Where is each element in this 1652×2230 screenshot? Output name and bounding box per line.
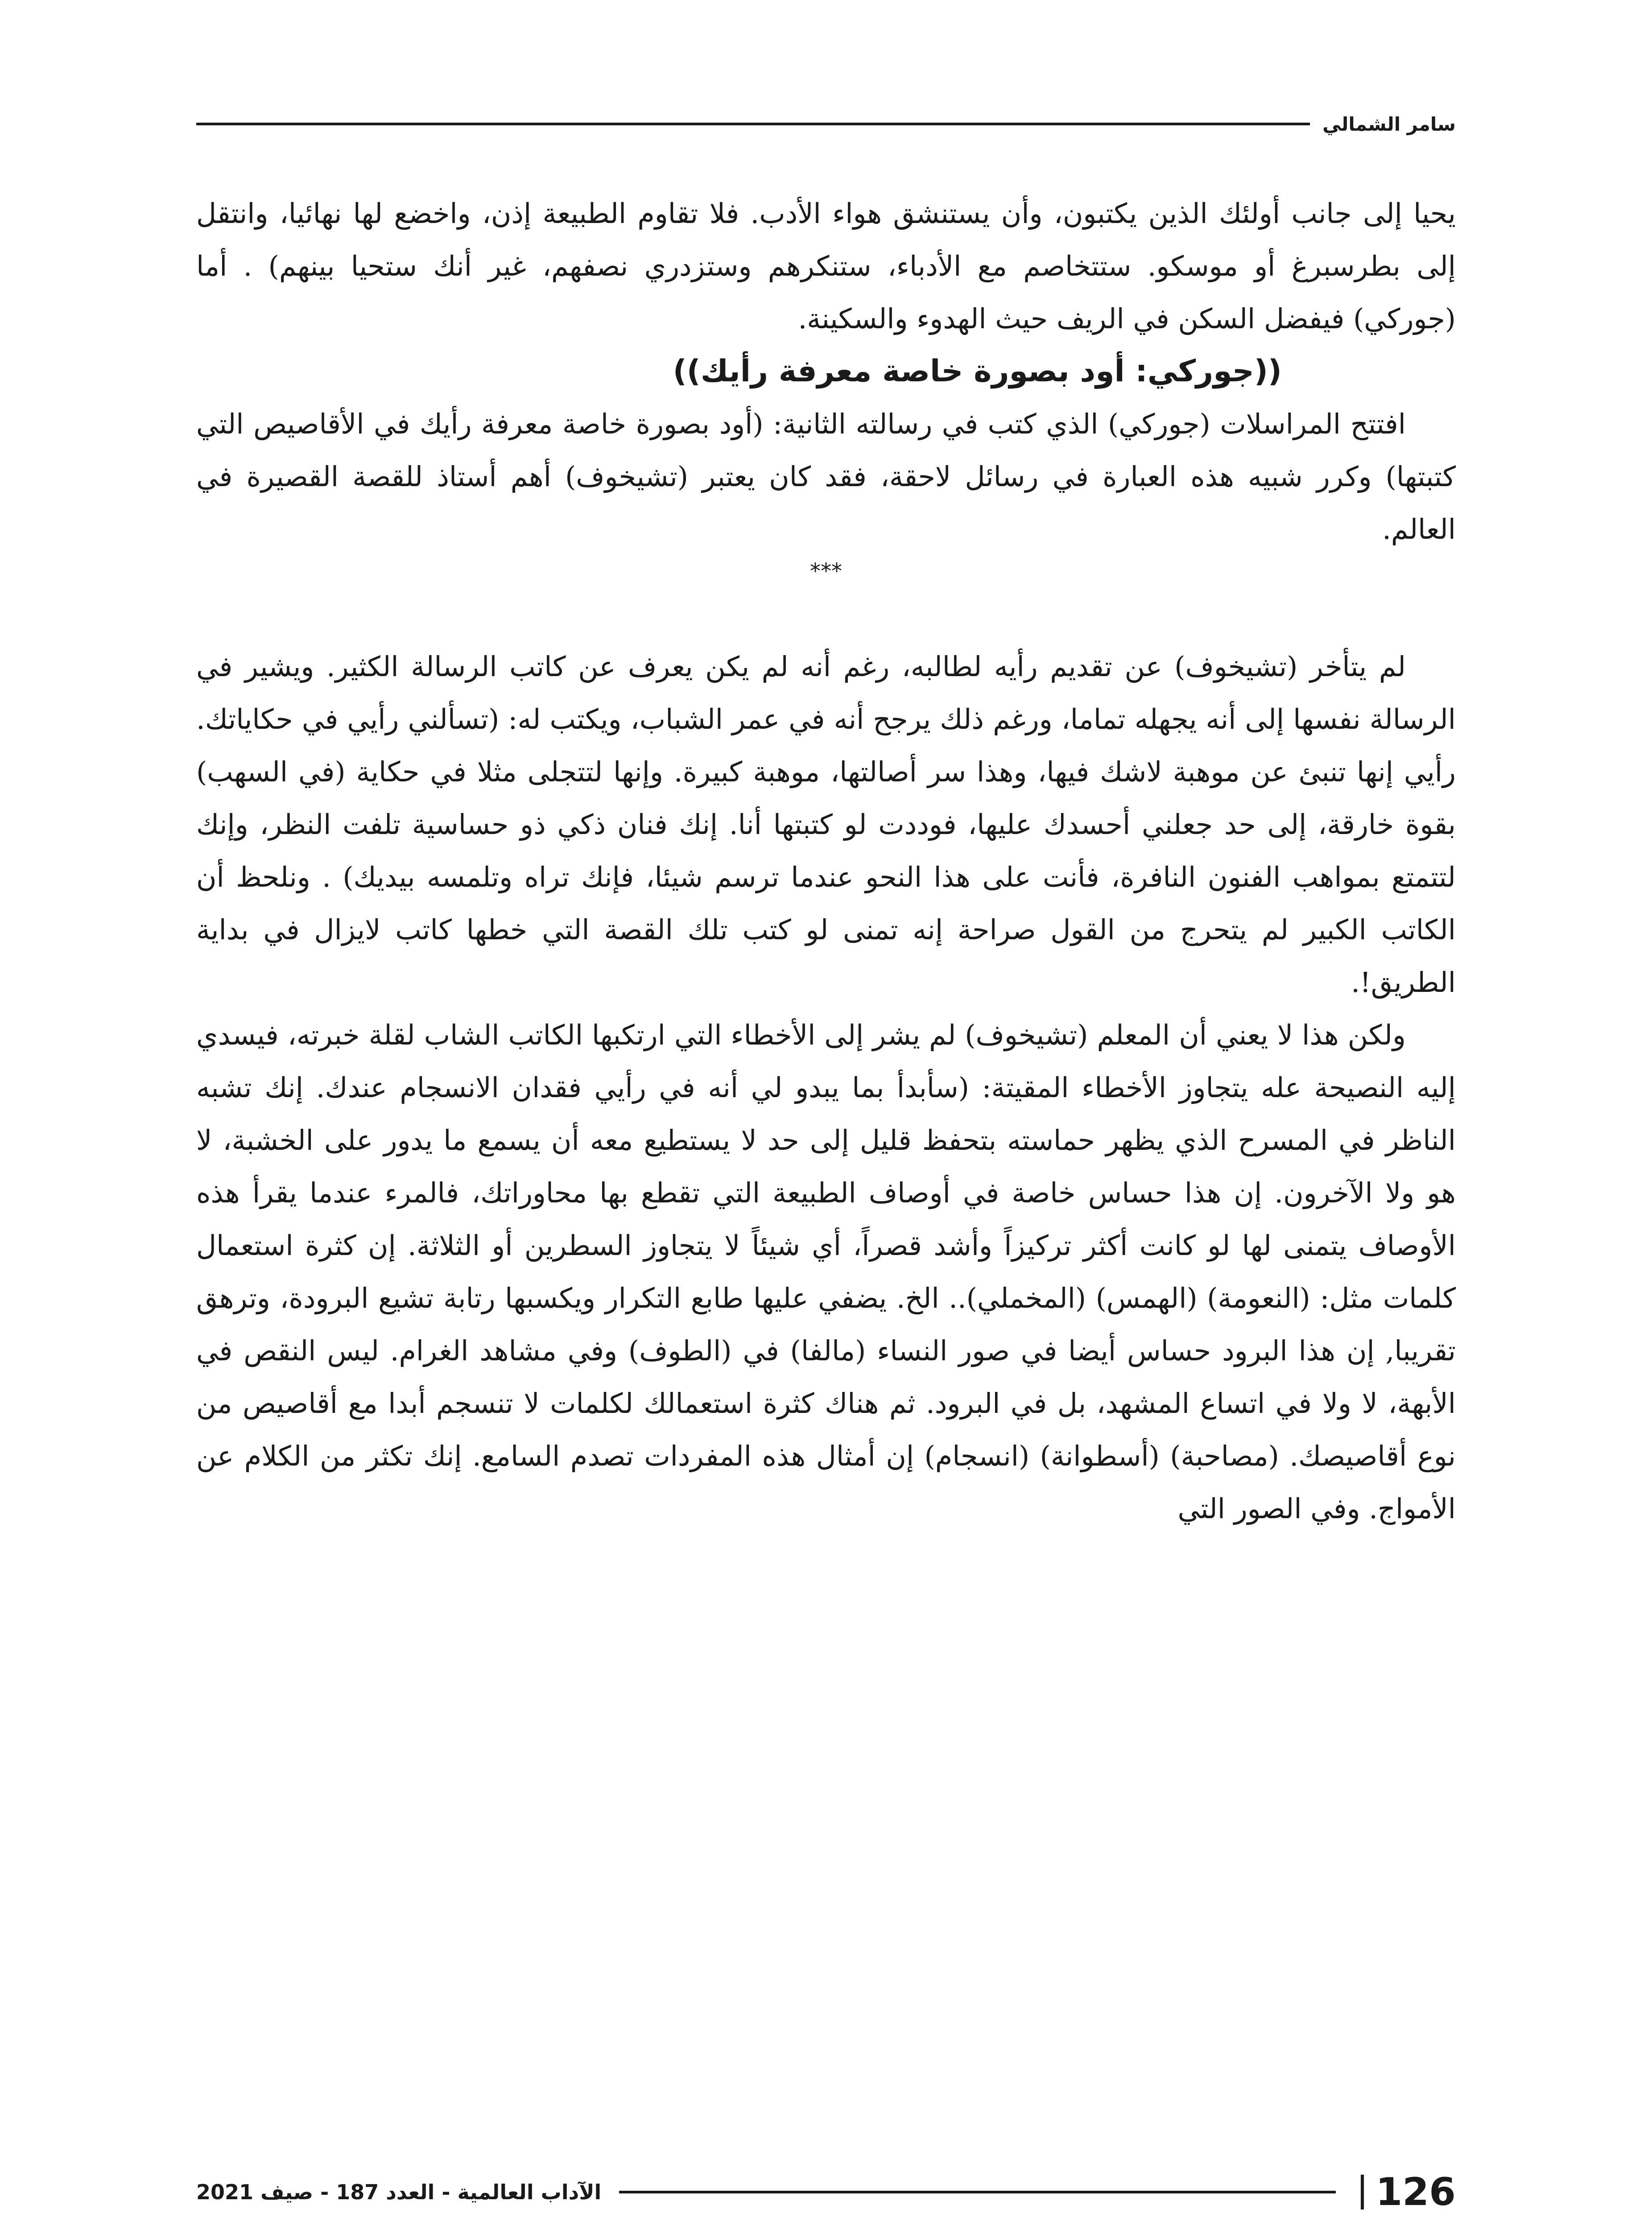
- article-body: [196, 187, 1456, 2159]
- running-header-author: سامر الشمالي: [1322, 113, 1456, 135]
- paragraph-1: يحيا إلى جانب أولئك الذين يكتبون، وأن يستنشق هواء الأدب. فلا تقاوم الطبيعة إذن، واخضع لها نهائيا، وانتقل إلى بطرسبرغ أو موسكو. ستتخاصم مع الأدباء، ستنكرهم وستزدري نصفهم، غير أنك ستحيا بينهم) . أما (جوركي) فيفضل السكن في الريف حيث الهدوء والسكينة.: [196, 197, 1456, 335]
- section-heading: ((جوركي: أود بصورة خاصة معرفة رأيك)): [673, 354, 1282, 389]
- section-separator: ***: [810, 559, 842, 584]
- journal-issue-info: الآداب العالمية - العدد 187 - صيف 2021: [196, 2180, 602, 2204]
- page-number: 126: [1375, 2170, 1456, 2214]
- page-footer: [196, 2168, 1456, 2217]
- header-rule: [196, 123, 1310, 125]
- footer-rule: [619, 2191, 1336, 2193]
- paragraph-2: افتتح المراسلات (جوركي) الذي كتب في رسالته الثانية: (أود بصورة خاصة معرفة رأيك في الأقاصيص التي كتبتها) وكرر شبيه هذه العبارة في رسائل لاحقة، فقد كان يعتبر (تشيخوف) أهم أستاذ للقصة القصيرة في العالم.: [196, 408, 1456, 545]
- page-number-separator: [1361, 2175, 1364, 2209]
- running-header: [196, 111, 1456, 137]
- paragraph-3: لم يتأخر (تشيخوف) عن تقديم رأيه لطالبه، رغم أنه لم يكن يعرف عن كاتب الرسالة الكثير. ويشير في الرسالة نفسها إلى أنه يجهله تماما، ورغم ذلك يرجح أنه في عمر الشباب، ويكتب له: (تسألني رأيي في حكاياتك. رأيي إنها تنبئ عن موهبة لاشك فيها، وهذا سر أصالتها، موهبة كبيرة. وإنها لتتجلى مثلا في حكاية (في السهب) بقوة خارقة، إلى حد جعلني أحسدك عليها، فوددت لو كتبتها أنا. إنك فنان ذكي ذو حساسية تلفت النظر، وإنك لتتمتع بمواهب الفنون النافرة، فأنت على هذا النحو عندما ترسم شيئا، فإنك تراه وتلمسه بيديك) . ونلحظ أن الكاتب الكبير لم يتحرج من القول صراحة إنه تمنى لو كتب تلك القصة التي خطها كاتب لايزال في بداية الطريق!.: [196, 650, 1456, 999]
- paragraph-4: ولكن هذا لا يعني أن المعلم (تشيخوف) لم يشر إلى الأخطاء التي ارتكبها الكاتب الشاب لقلة خبرته، فيسدي إليه النصيحة عله يتجاوز الأخطاء المقيتة: (سأبدأ بما يبدو لي أنه في رأيي فقدان الانسجام عندك. إنك تشبه الناظر في المسرح الذي يظهر حماسته بتحفظ قليل إلى حد لا يستطيع معه أن يسمع ما يدور على الخشبة، لا هو ولا الآخرون. إن هذا حساس خاصة في أوصاف الطبيعة التي تقطع بها محاوراتك، فالمرء عندما يقرأ هذه الأوصاف يتمنى لها لو كانت أكثر تركيزاً وأشد قصراً، أي شيئاً لا يتجاوز السطرين أو الثلاثة. إن كثرة استعمال كلمات مثل: (النعومة) (الهمس) (المخملي).. الخ. يضفي عليها طابع التكرار ويكسبها رتابة تشيع البرودة، وترهق تقريبا, إن هذا البرود حساس أيضا في صور النساء (مالفا) في (الطوف) وفي مشاهد الغرام. ليس النقص في الأبهة، لا ولا في اتساع المشهد، بل في البرود. ثم هناك كثرة استعمالك لكلمات لا تنسجم أبدا مع أقاصيص من نوع أقاصيصك. (مصاحبة) (أسطوانة) (انسجام) إن أمثال هذه المفردات تصدم السامع. إنك تكثر من الكلام عن الأمواج. وفي الصور التي: [196, 1019, 1456, 1525]
